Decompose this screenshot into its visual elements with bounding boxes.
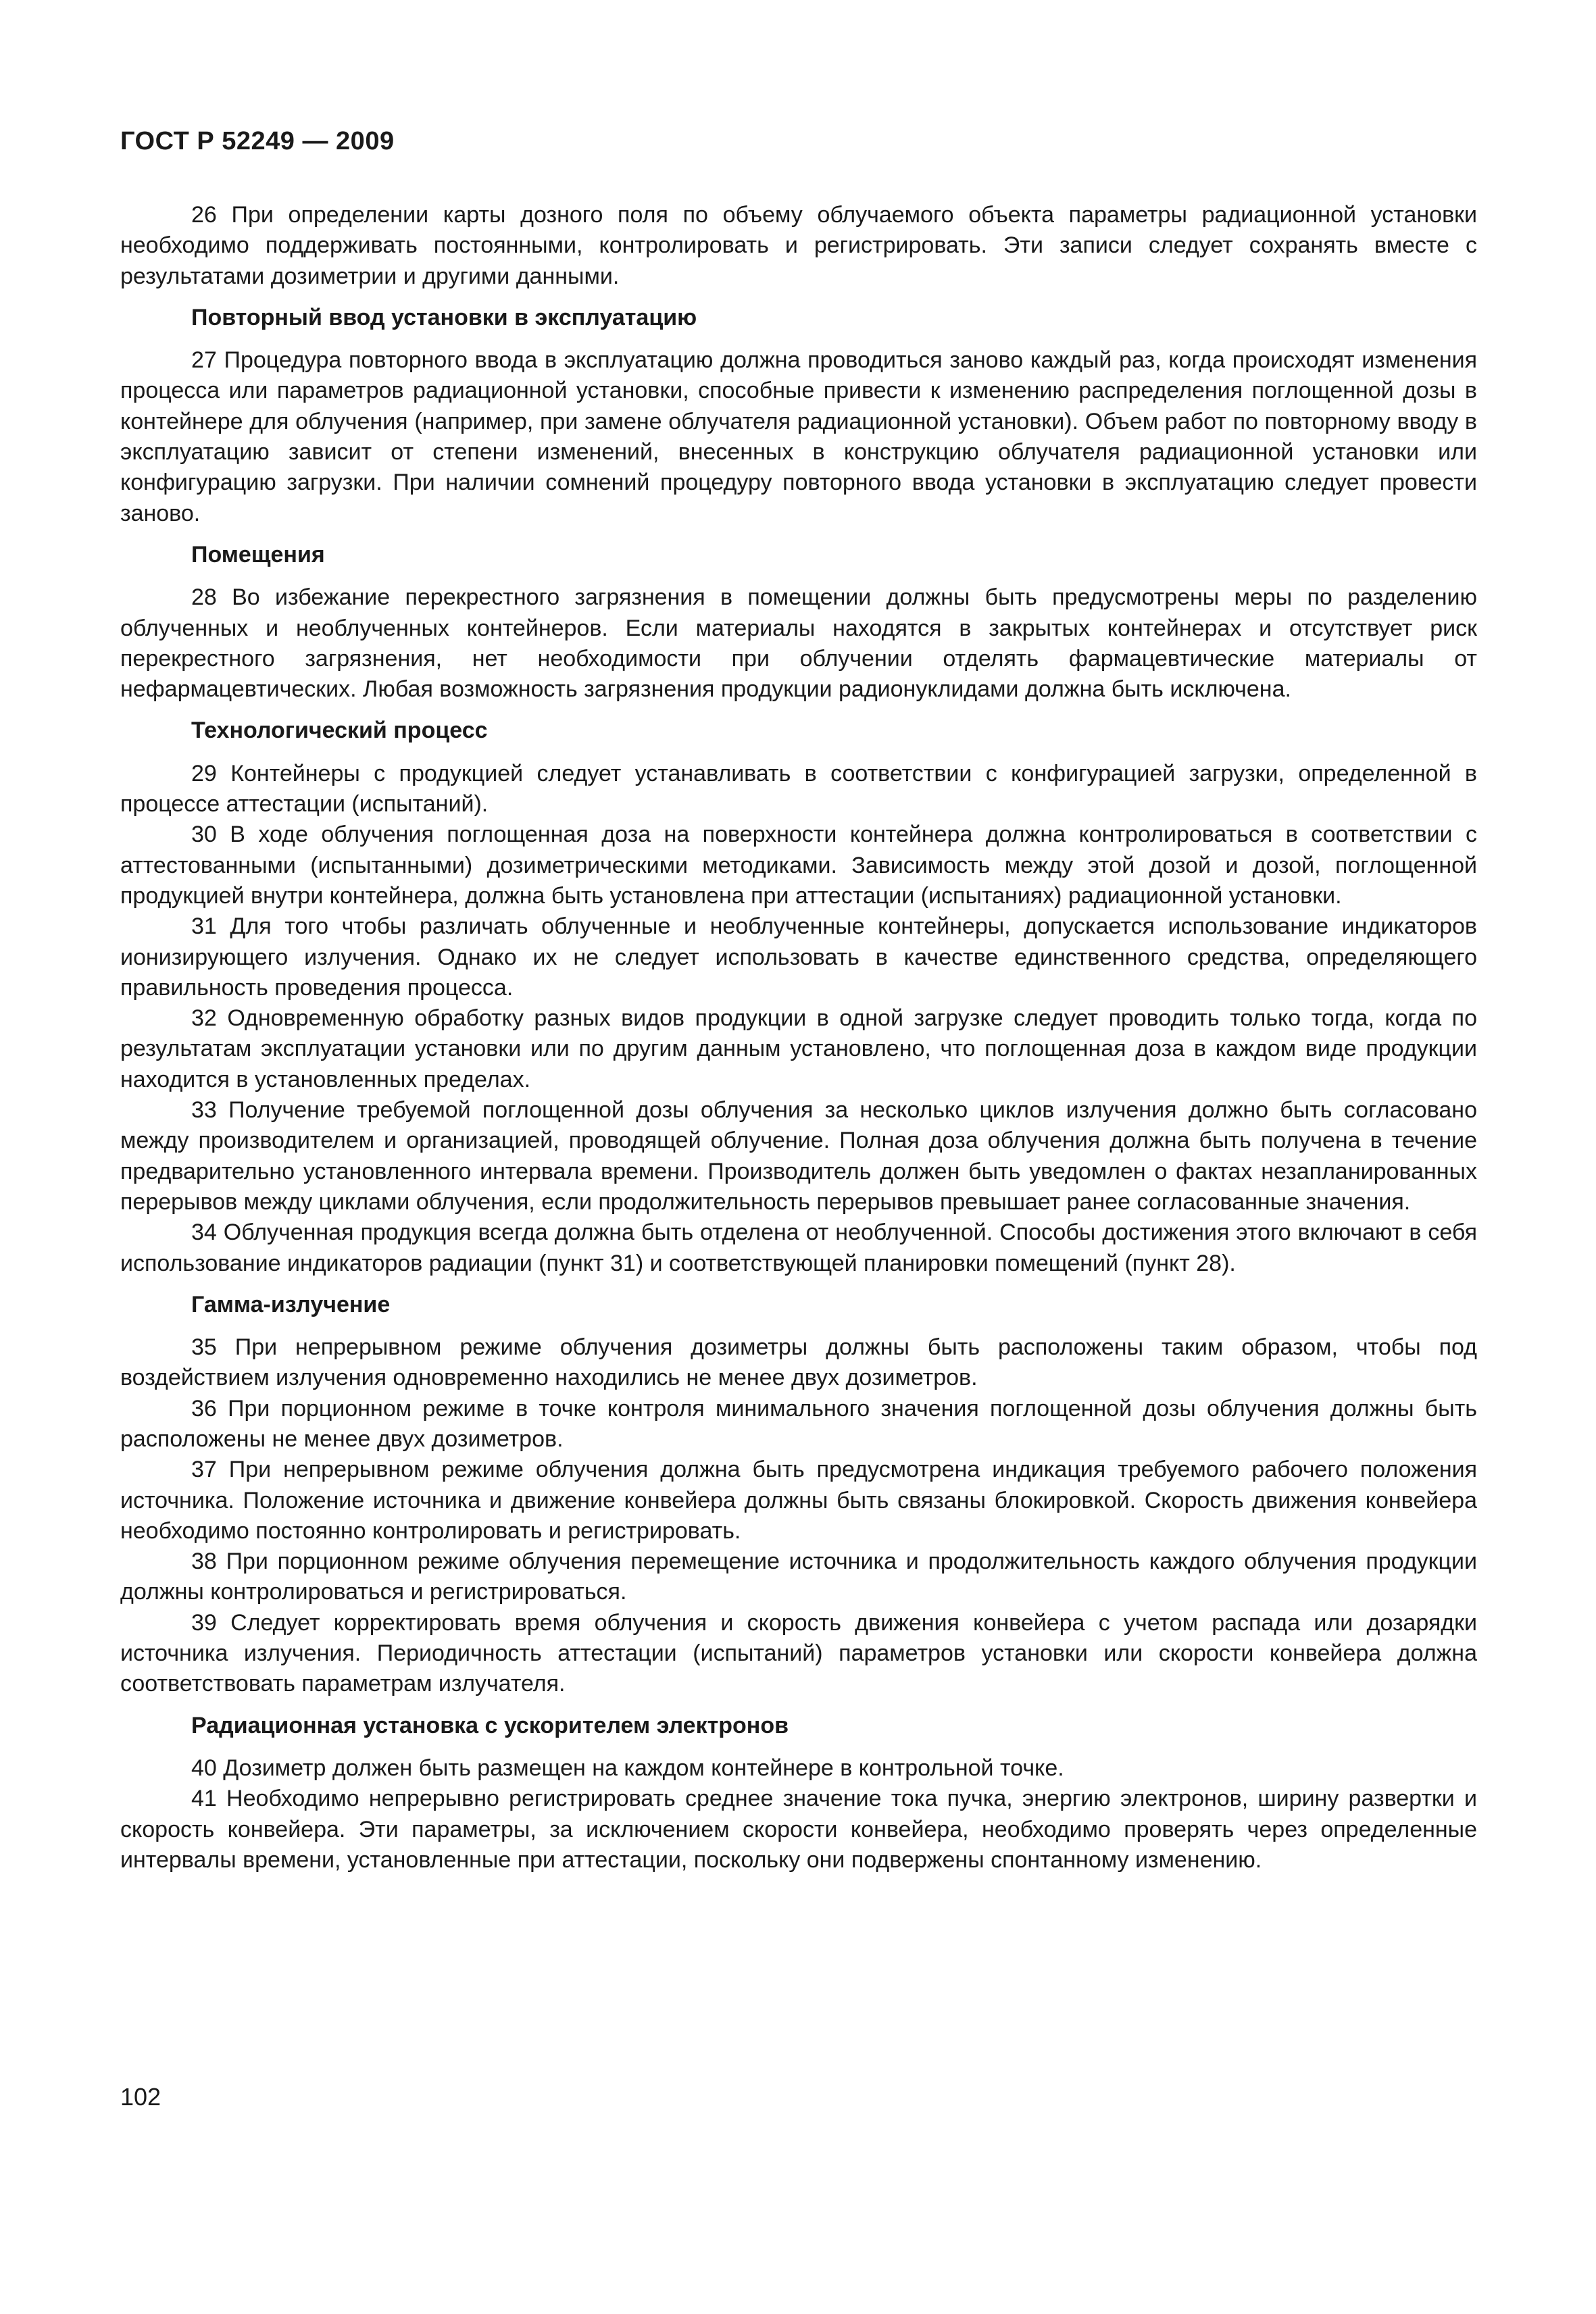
standard-designation: ГОСТ Р 52249 — 2009 — [120, 127, 395, 155]
paragraph: 39 Следует корректировать время облучения и скорость движения конвейера с учетом распада или дозарядки источника излучения. Периодичность аттестации (испытаний) параметров установки или скорости конвейера должна соответствовать параметрам излучателя. — [120, 1609, 1477, 1697]
section-heading: Повторный ввод установки в эксплуатацию — [191, 304, 697, 330]
paragraph: 40 Дозиметр должен быть размещен на каждом контейнере в контрольной точке. — [191, 1755, 1064, 1781]
paragraph: 36 При порционном режиме в точке контроля минимального значения поглощенной дозы облучения должны быть расположены не менее двух дозиметров. — [120, 1395, 1477, 1452]
paragraph: 32 Одновременную обработку разных видов продукции в одной загрузке следует проводить только тогда, когда по результатам эксплуатации установки или по другим данным установлено, что поглощенная доза в каждом виде продукции находится в установленных пределах. — [120, 1005, 1477, 1092]
paragraph: 34 Облученная продукция всегда должна быть отделена от необлученной. Способы достижения этого включают в себя использование индикаторов радиации (пункт 31) и соответствующей планировки помещений (пункт 28). — [120, 1219, 1477, 1276]
paragraph: 26 При определении карты дозного поля по объему облучаемого объекта параметры радиационной установки необходимо поддерживать постоянными, контролировать и регистрировать. Эти записи следует сохранять вместе с результатами дозиметрии и другими данными. — [120, 202, 1477, 289]
page-number: 102 — [120, 2083, 161, 2111]
paragraph: 27 Процедура повторного ввода в эксплуатацию должна проводиться заново каждый раз, когда происходят изменения процесса или параметров радиационной установки, способные привести к изменению распределения поглощенной дозы в контейнере для облучения (например, при замене облучателя радиационной установки). Объем работ по повторному вводу в эксплуатацию зависит от степени изменений, внесенных в конструкцию облучателя радиационной установки или конфигурацию загрузки. При наличии сомнений процедуру повторного ввода установки в эксплуатацию следует провести заново. — [120, 347, 1477, 526]
section-heading: Помещения — [191, 541, 325, 568]
paragraph: 30 В ходе облучения поглощенная доза на поверхности контейнера должна контролироваться в соответствии с аттестованными (испытанными) дозиметрическими методиками. Зависимость между этой дозой и дозой, поглощенной продукцией внутри контейнера, должна быть установлена при аттестации (испытаниях) радиационной установки. — [120, 822, 1477, 909]
paragraph: 29 Контейнеры с продукцией следует устанавливать в соответствии с конфигурацией загрузки, определенной в процессе аттестации (испытаний). — [120, 760, 1477, 818]
section-heading: Гамма-излучение — [191, 1291, 391, 1317]
document-body — [120, 200, 1477, 1876]
paragraph: 37 При непрерывном режиме облучения должна быть предусмотрена индикация требуемого рабочего положения источника. Положение источника и движение конвейера должны быть связаны блокировкой. Скорость движения конвейера необходимо постоянно контролировать и регистрировать. — [120, 1457, 1477, 1544]
section-heading: Технологический процесс — [191, 718, 488, 744]
paragraph: 38 При порционном режиме облучения перемещение источника и продолжительность каждого облучения продукции должны контролироваться и регистрироваться. — [120, 1549, 1477, 1605]
paragraph: 28 Во избежание перекрестного загрязнения в помещении должны быть предусмотрены меры по разделению облученных и необлученных контейнеров. Если материалы находятся в закрытых контейнерах и отсутствует риск перекрестного загрязнения, нет необходимости при облучении отделять фармацевтические материалы от нефармацевтических. Любая возможность загрязнения продукции радионуклидами должна быть исключена. — [120, 584, 1477, 703]
section-heading: Радиационная установка с ускорителем электронов — [191, 1712, 789, 1738]
paragraph: 35 При непрерывном режиме облучения дозиметры должны быть расположены таким образом, чтобы под воздействием излучения одновременно находились не менее двух дозиметров. — [120, 1334, 1477, 1391]
paragraph: 41 Необходимо непрерывно регистрировать среднее значение тока пучка, энергию электронов, ширину развертки и скорость конвейера. Эти параметры, за исключением скорости конвейера, необходимо проверять через определенные интервалы времени, установленные при аттестации, поскольку они подвержены спонтанному изменению. — [120, 1786, 1477, 1873]
paragraph: 31 Для того чтобы различать облученные и необлученные контейнеры, допускается использование индикаторов ионизирующего излучения. Однако их не следует использовать в качестве единственного средства, определяющего правильность проведения процесса. — [120, 913, 1477, 1001]
paragraph: 33 Получение требуемой поглощенной дозы облучения за несколько циклов излучения должно быть согласовано между производителем и организацией, проводящей облучение. Полная доза облучения должна быть получена в течение предварительно установленного интервала времени. Производитель должен быть уведомлен о фактах незапланированных перерывов между циклами облучения, если продолжительность перерывов превышает ранее согласованные значения. — [120, 1097, 1477, 1215]
